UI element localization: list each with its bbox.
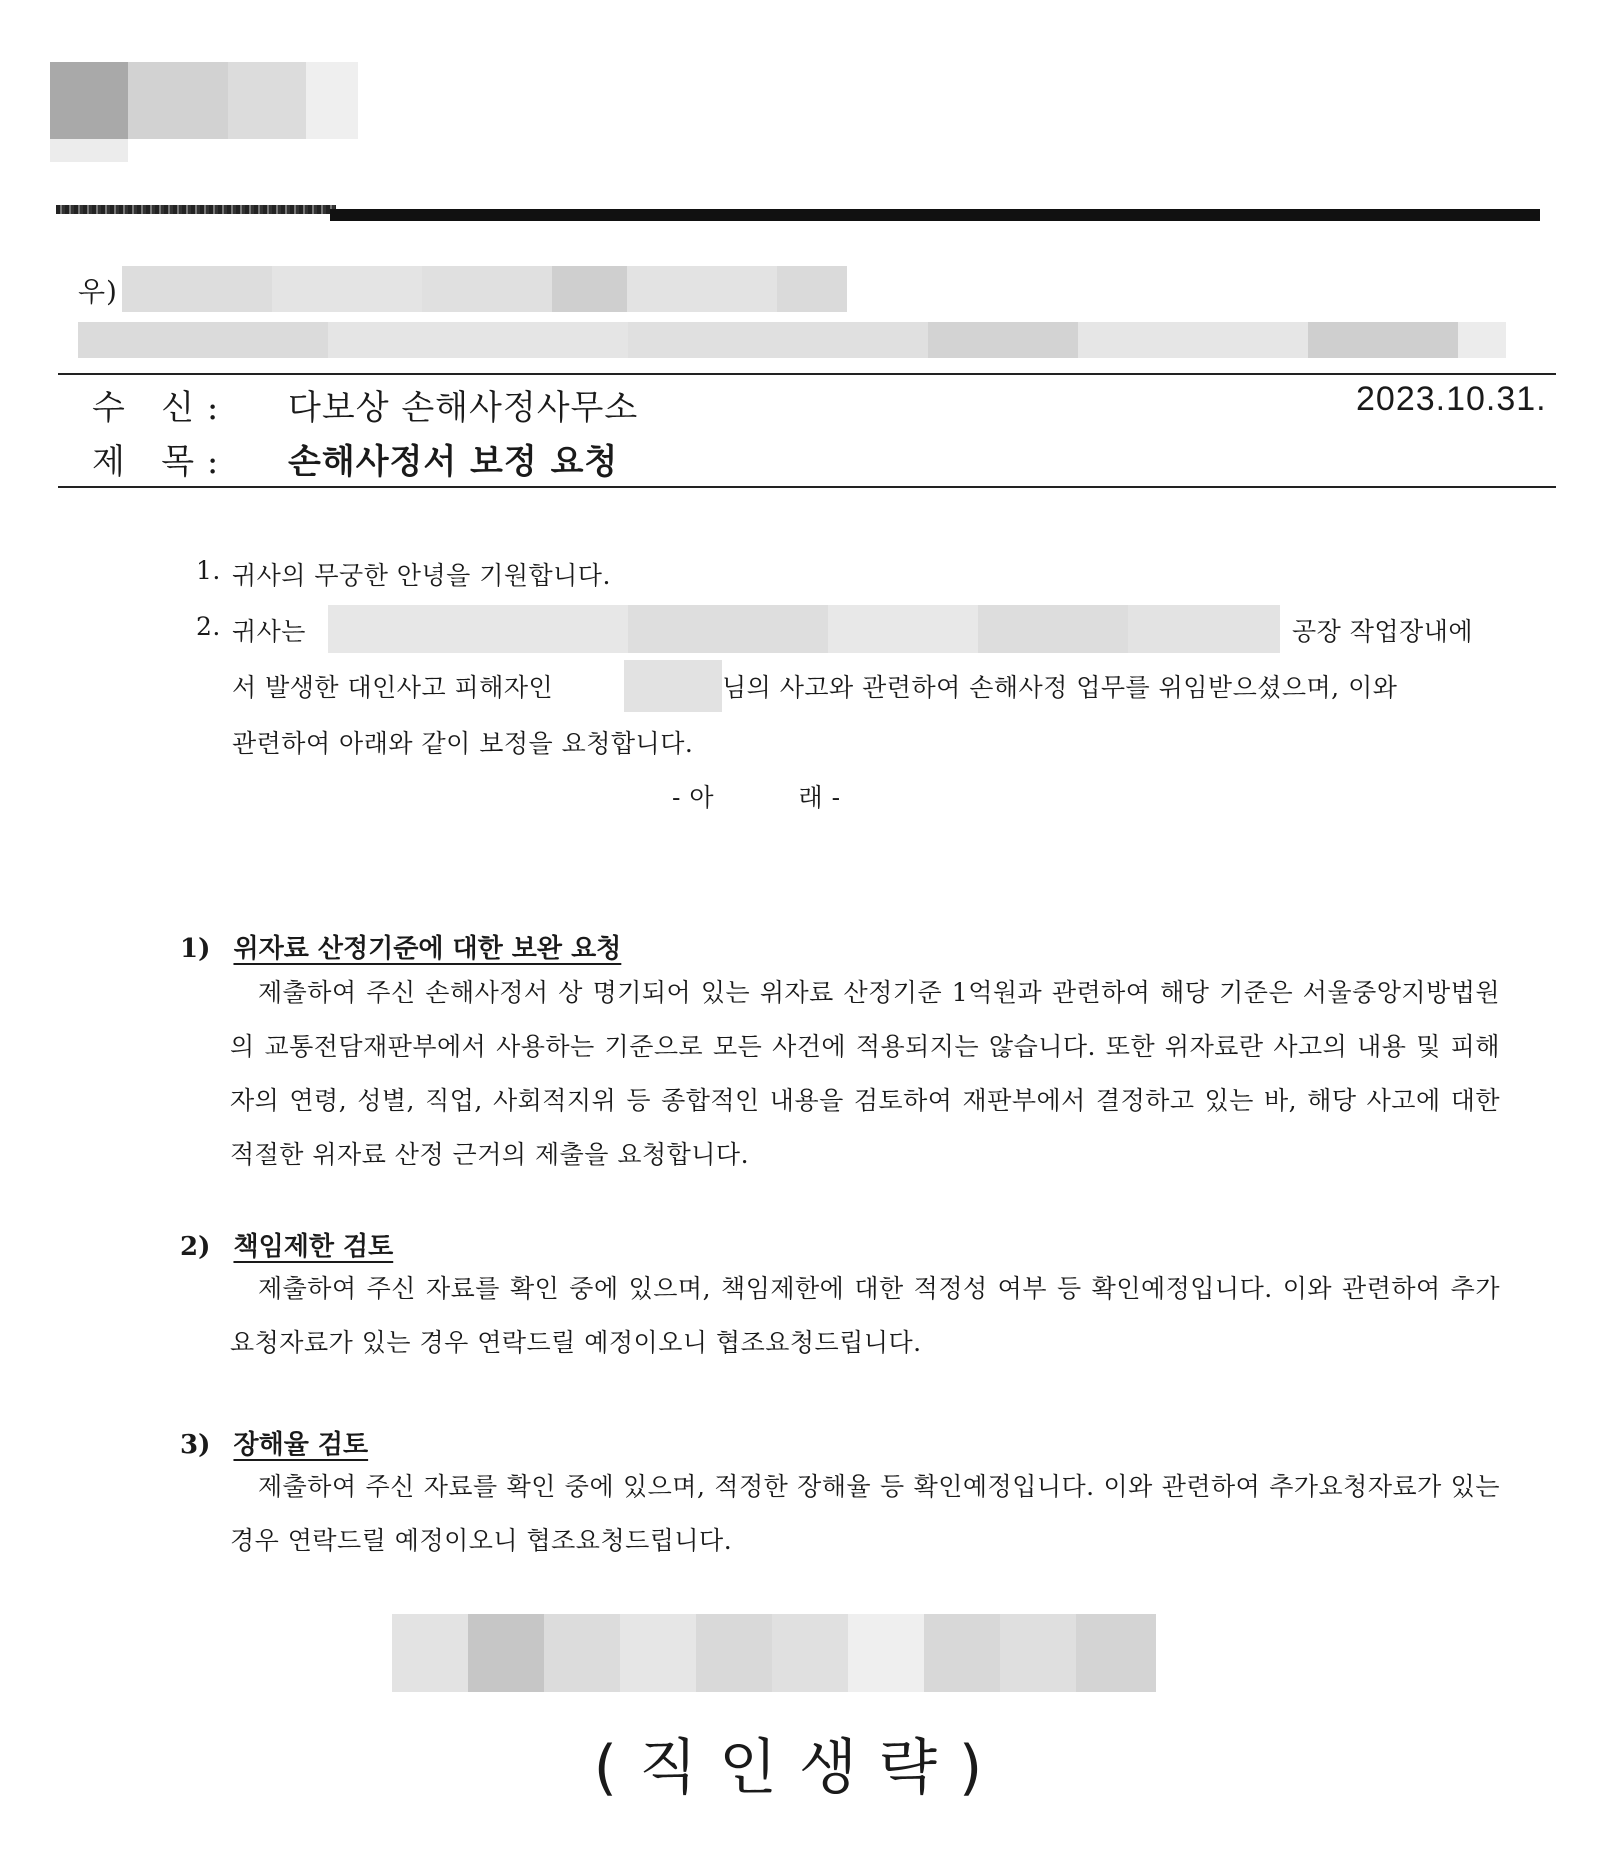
memo-top-rule bbox=[58, 373, 1556, 375]
section-2-title: 책임제한 검토 bbox=[233, 1232, 394, 1262]
redacted-address-line-2 bbox=[78, 322, 1506, 358]
intro-item-1-number: 1. bbox=[196, 556, 221, 585]
intro-item-2-line-3: 관련하여 아래와 같이 보정을 요청합니다. bbox=[232, 729, 694, 758]
intro-item-2-start: 귀사는 bbox=[232, 617, 306, 646]
section-2-number: 2) bbox=[180, 1232, 211, 1262]
section-1-body bbox=[230, 966, 1500, 1182]
section-3-title: 장해율 검토 bbox=[233, 1430, 369, 1460]
recipient-name: 다보상 손해사정사무소 bbox=[288, 388, 639, 428]
section-1-body-text: 제출하여 주신 손해사정서 상 명기되어 있는 위자료 산정기준 1억원과 관련하여 해당 기준은 서울중앙지방법원의 교통전담재판부에서 사용하는 기준으로 모든 사건에 적용되지는 않습니다. 또한 위자료란 사고의 내용 및 피해자의 연령, 성별, 직업, 사회적지위 등 종합적인 내용을 검토하여 재판부에서 결정하고 있는 바, 해당 사고에 대한 적절한 위자료 산정 근거의 제출을 요청합니다. bbox=[230, 978, 1500, 1169]
section-1-title: 위자료 산정기준에 대한 보완 요청 bbox=[233, 934, 622, 964]
redacted-sender-name bbox=[392, 1614, 1156, 1692]
section-1-number: 1) bbox=[180, 934, 211, 964]
section-2-heading bbox=[180, 1226, 393, 1263]
document-date: 2023.10.31. bbox=[1356, 380, 1547, 418]
redacted-logo bbox=[50, 62, 358, 162]
redacted-victim-name bbox=[624, 660, 722, 712]
section-3-body bbox=[230, 1460, 1500, 1568]
section-3-body-text: 제출하여 주신 자료를 확인 중에 있으며, 적정한 장해율 등 확인예정입니다. 이와 관련하여 추가요청자료가 있는 경우 연락드릴 예정이오니 협조요청드립니다. bbox=[230, 1472, 1500, 1555]
subject-text: 손해사정서 보정 요청 bbox=[288, 442, 619, 482]
redacted-company-name bbox=[328, 605, 1280, 653]
section-3-heading bbox=[180, 1424, 368, 1461]
intro-item-2-line-2a: 서 발생한 대인사고 피해자인 bbox=[232, 673, 554, 702]
section-2-body bbox=[230, 1262, 1500, 1370]
header-rule-dotted bbox=[56, 205, 336, 214]
memo-bottom-rule bbox=[58, 486, 1556, 488]
intro-item-2-number: 2. bbox=[196, 612, 221, 641]
section-3-number: 3) bbox=[180, 1430, 211, 1460]
intro-item-1: 귀사의 무궁한 안녕을 기원합니다. bbox=[232, 561, 611, 590]
seal-omitted-note: (직인생략) bbox=[593, 1733, 1005, 1803]
intro-item-2-end: 공장 작업장내에 bbox=[1292, 617, 1473, 646]
intro-item-2-line-2b: 님의 사고와 관련하여 손해사정 업무를 위임받으셨으며, 이와 bbox=[722, 673, 1398, 702]
notice-heading: - 아 래 - bbox=[672, 783, 841, 812]
subject-label: 제 목 : bbox=[92, 442, 220, 482]
header-rule-thick bbox=[330, 209, 1540, 221]
recipient-label: 수 신 : bbox=[92, 388, 220, 428]
section-2-body-text: 제출하여 주신 자료를 확인 중에 있으며, 책임제한에 대한 적정성 여부 등 확인예정입니다. 이와 관련하여 추가요청자료가 있는 경우 연락드릴 예정이오니 협조요청드립니다. bbox=[230, 1274, 1500, 1357]
redacted-address-line-1 bbox=[122, 266, 847, 312]
postal-prefix: 우) bbox=[78, 275, 118, 308]
subject-title bbox=[288, 434, 618, 483]
section-1-heading bbox=[180, 928, 621, 965]
